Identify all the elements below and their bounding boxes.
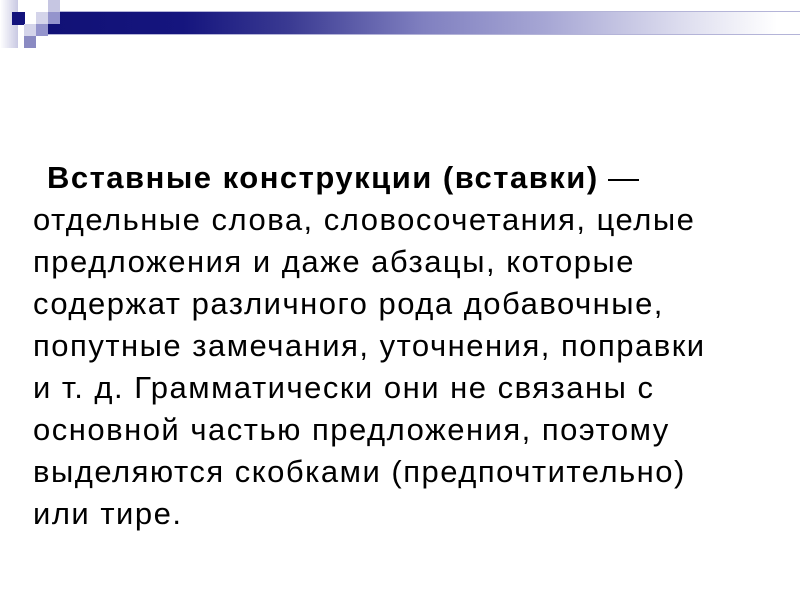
text-line: содержат различного рода добавочные, bbox=[33, 286, 664, 321]
text-line: отдельные слова, словосочетания, целые bbox=[33, 202, 696, 237]
text-line: попутные замечания, уточнения, поправки bbox=[33, 328, 706, 363]
title-bar-rule bbox=[48, 11, 800, 35]
text-line: выделяются скобками (предпочтительно) bbox=[33, 454, 686, 489]
text-line: и т. д. Грамматически они не связаны с bbox=[33, 370, 655, 405]
accent-square-light-a bbox=[36, 12, 48, 24]
text-line: основной частью предложения, поэтому bbox=[33, 412, 670, 447]
accent-square-purple-b bbox=[36, 24, 48, 36]
text-line: предложения и даже абзацы, которые bbox=[33, 244, 636, 279]
accent-square-purple-a bbox=[48, 12, 60, 24]
accent-square-light-b bbox=[24, 24, 36, 36]
slide-text-block bbox=[33, 157, 783, 535]
accent-square-light-top bbox=[48, 0, 60, 12]
text-line: или тире. bbox=[33, 496, 183, 531]
accent-square-purple-c bbox=[24, 36, 36, 48]
definition-dash: — bbox=[607, 160, 641, 195]
text-line-title bbox=[33, 157, 783, 199]
term-bold-text: Вставные конструкции (вставки) bbox=[47, 160, 599, 195]
